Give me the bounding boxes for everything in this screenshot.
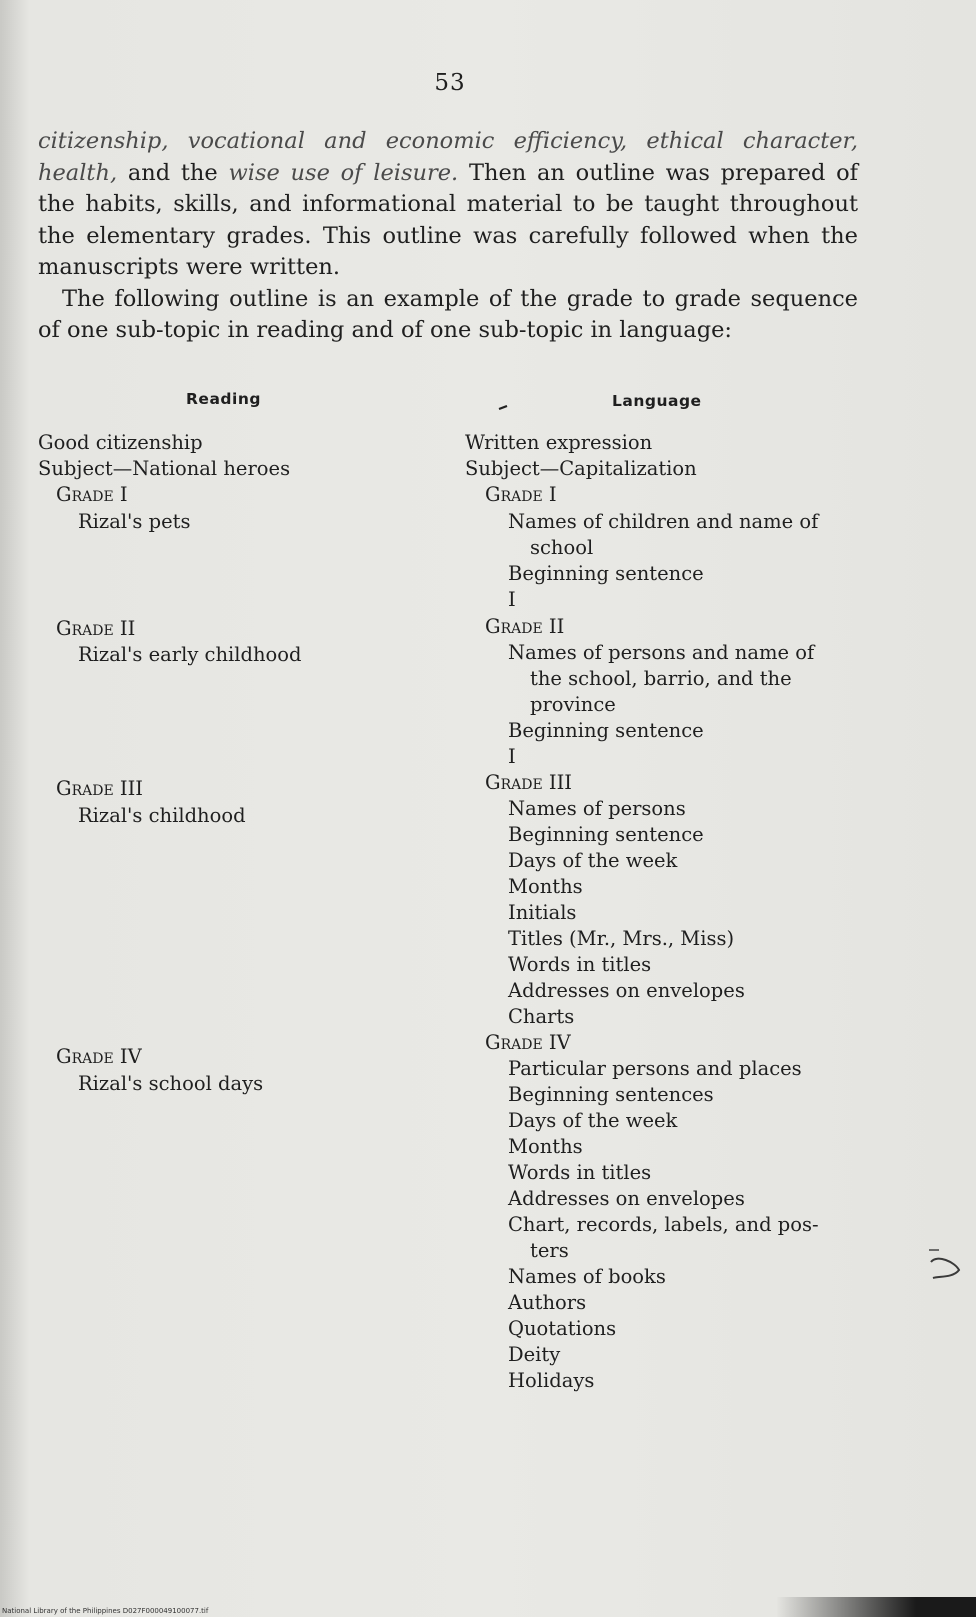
scan-footer: National Library of the Philippines D027F000049100077.tif [2,1607,209,1615]
intro-paragraph-2: The following outline is an example of the grade to grade sequence of one sub-topic in reading and of one sub-topic in language: [38,285,858,343]
language-item: Particular persons and places [508,1057,802,1080]
reading-topic: Good citizenship [38,431,203,454]
intro-text-1: and the [117,159,229,186]
language-item-cont: the school, barrio, and the [530,667,792,690]
language-item: Beginning sentence [508,562,704,585]
language-item: Names of children and name of [508,510,819,533]
reading-grade-2-label: Grade II [56,617,136,640]
language-item: Months [508,1135,583,1158]
language-item: Holidays [508,1369,595,1392]
language-item: Titles (Mr., Mrs., Miss) [508,927,735,950]
stray-mark-icon [498,405,508,410]
language-item: Days of the week [508,1109,678,1132]
language-heading: Language [612,392,702,410]
language-item: Names of persons [508,797,686,820]
language-item: Beginning sentences [508,1083,714,1106]
reading-grade-1-item: Rizal's pets [78,510,191,533]
language-item: Words in titles [508,1161,652,1184]
reading-grade-1-label: Grade I [56,483,128,506]
reading-subject: Subject—National heroes [38,457,291,480]
handwritten-mark-icon [925,1248,965,1288]
intro-paragraph-1 [38,126,858,284]
language-grade-2-label: Grade II [485,615,565,638]
language-item: I [508,745,516,768]
language-grade-1-label: Grade I [485,483,557,506]
page-number: 53 [434,70,466,96]
language-item: Addresses on envelopes [508,1187,745,1210]
reading-heading: Reading [186,390,261,408]
language-item-cont: school [530,536,594,559]
language-item-cont: province [530,693,616,716]
reading-grade-2-item: Rizal's early childhood [78,643,302,666]
language-item: I [508,588,516,611]
reading-grade-4-item: Rizal's school days [78,1072,264,1095]
language-item: Names of books [508,1265,666,1288]
reading-grade-3-label: Grade III [56,777,143,800]
language-subject: Subject—Capitalization [465,457,697,480]
intro-italic-1: citizenship, vocational and economic efficiency, ethical character, health, [38,128,858,186]
intro-text-2: Then an outline was prepared of the habits, skills, and informational material to be taught throughout the elementary grades. This outline was carefully followed when the manuscripts were written. [38,159,858,280]
language-item: Charts [508,1005,575,1028]
language-item: Beginning sentence [508,823,704,846]
reading-grade-3-item: Rizal's childhood [78,804,246,827]
intro-text [38,126,858,347]
language-grade-4-label: Grade IV [485,1031,571,1054]
language-item-cont: ters [530,1239,569,1262]
language-item: Addresses on envelopes [508,979,745,1002]
language-item: Deity [508,1343,561,1366]
language-item: Authors [508,1291,587,1314]
language-item: Months [508,875,583,898]
language-item: Days of the week [508,849,678,872]
language-item: Initials [508,901,577,924]
language-topic: Written expression [465,431,653,454]
reading-grade-4-label: Grade IV [56,1045,142,1068]
intro-italic-2: wise use of leisure. [228,159,459,186]
language-item: Words in titles [508,953,652,976]
language-item: Chart, records, labels, and pos- [508,1213,819,1236]
scan-edge [776,1597,976,1617]
language-item: Names of persons and name of [508,641,815,664]
language-item: Quotations [508,1317,617,1340]
language-grade-3-label: Grade III [485,771,572,794]
language-item: Beginning sentence [508,719,704,742]
